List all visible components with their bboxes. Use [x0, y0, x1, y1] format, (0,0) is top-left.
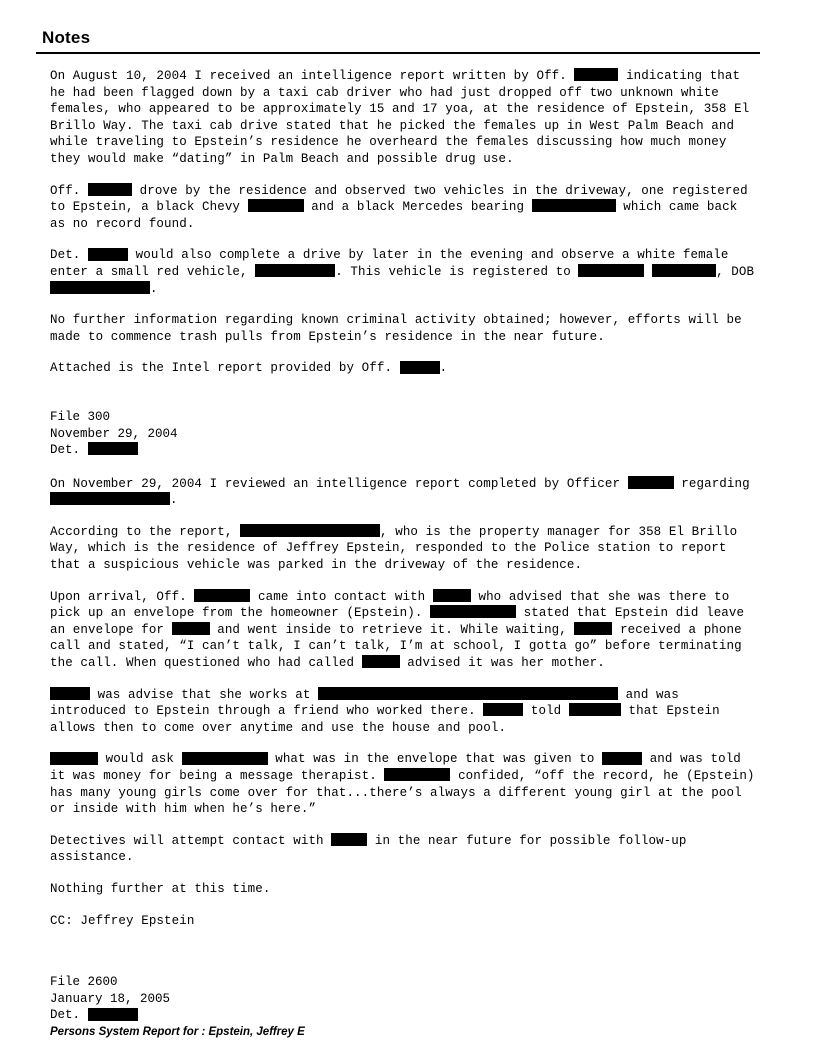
- redaction-block: [172, 622, 210, 635]
- redaction-block: [248, 199, 304, 212]
- redaction-block: [574, 68, 618, 81]
- redaction-block: [532, 199, 616, 212]
- title-divider: [36, 52, 760, 54]
- file-date-1: November 29, 2004: [50, 426, 178, 441]
- spacer: [50, 944, 756, 974]
- redaction-block: [483, 703, 523, 716]
- redaction-block: [628, 476, 674, 489]
- redaction-block: [318, 687, 618, 700]
- notes-paragraph: Det. would also complete a drive by later in the evening and observe a white female enter a small red vehicle, . This vehicle is registered to , DOB .: [50, 248, 755, 296]
- page-title: Notes: [42, 28, 91, 47]
- notes-paragraph: would ask what was in the envelope that was given to and was told it was money for being a message therapist. confided, “off the record, he (Epstein) has many young girls come over for that...there’s always a different young girl at the pool or inside with him when he’s here.”: [50, 752, 755, 817]
- notes-paragraph: Detectives will attempt contact with in the near future for possible follow-up assistance.: [50, 833, 687, 865]
- notes-paragraph: No further information regarding known criminal activity obtained; however, efforts will be made to commence trash pulls from Epstein’s residence in the near future.: [50, 313, 742, 344]
- notes-paragraph: Attached is the Intel report provided by Off. .: [50, 361, 448, 376]
- redaction-block: [88, 442, 138, 455]
- redaction-block: [331, 833, 367, 846]
- redaction-block: [88, 248, 128, 261]
- notes-paragraph: Off. drove by the residence and observed two vehicles in the driveway, one registered to Epstein, a black Chevy and a black Mercedes bearing which came back as no record found.: [50, 183, 748, 231]
- redaction-block: [574, 622, 612, 635]
- notes-paragraph-group-1: [50, 68, 756, 377]
- redaction-block: [652, 264, 716, 277]
- notes-paragraph: was advise that she works at and was introduced to Epstein through a friend who worked there. told that Epstein allows then to come over anytime and use the house and pool.: [50, 687, 720, 735]
- file-date-2: January 18, 2005: [50, 991, 171, 1006]
- notes-paragraph: Nothing further at this time.: [50, 881, 271, 896]
- file-header-2: [50, 974, 756, 1024]
- spacer: [50, 459, 756, 476]
- redaction-block: [578, 264, 644, 277]
- det-label: Det.: [50, 443, 88, 458]
- redaction-block: [50, 752, 98, 765]
- notes-body: [50, 68, 756, 1024]
- redaction-block: [400, 361, 440, 374]
- notes-paragraph: Upon arrival, Off. came into contact with who advised that she was there to pick up an envelope from the homeowner (Epstein). stated that Epstein did leave an envelope for and went inside to retrieve it. While waiting, received a phone call and stated, “I can’t talk, I can’t talk, I’m at school, I gotta go” before terminating the call. When questioned who had called advised it was her mother.: [50, 589, 745, 671]
- redaction-block: [240, 524, 380, 537]
- spacer: [50, 392, 756, 409]
- file-detective-1: [50, 442, 756, 459]
- file-number-1: File 300: [50, 409, 111, 424]
- det-label: Det.: [50, 1008, 88, 1023]
- redaction-block: [384, 768, 450, 781]
- redaction-block: [433, 589, 471, 602]
- notes-paragraph-group-2: [50, 476, 756, 929]
- redaction-block: [182, 752, 268, 765]
- redaction-block: [255, 264, 335, 277]
- redaction-block: [50, 687, 90, 700]
- redaction-block: [88, 183, 132, 196]
- file-number-2: File 2600: [50, 975, 118, 990]
- file-detective-2: [50, 1007, 756, 1024]
- notes-paragraph: CC: Jeffrey Epstein: [50, 913, 195, 928]
- file-header-1: [50, 409, 756, 459]
- redaction-block: [194, 589, 250, 602]
- notes-paragraph: On November 29, 2004 I reviewed an intelligence report completed by Officer regarding .: [50, 476, 750, 508]
- redaction-block: [50, 281, 150, 294]
- redaction-block: [362, 655, 400, 668]
- redaction-block: [88, 1008, 138, 1021]
- redaction-block: [50, 492, 170, 505]
- notes-paragraph: On August 10, 2004 I received an intelligence report written by Off. indicating that he had been flagged down by a taxi cab driver who had just dropped off two unknown white females, who appeared to be approximately 15 and 17 yoa, at the residence of Epstein, 358 El Brillo Way. The taxi cab drive stated that he picked the females up in West Palm Beach and while traveling to Epstein’s residence he overheard the females discussing how much money they would make “dating” in Palm Beach and possible drug use.: [50, 69, 750, 166]
- redaction-block: [602, 752, 642, 765]
- redaction-block: [430, 605, 516, 618]
- page-footer: Persons System Report for : Epstein, Jeffrey E: [50, 1026, 305, 1038]
- notes-paragraph: According to the report, , who is the property manager for 358 El Brillo Way, which is the residence of Jeffrey Epstein, responded to the Police station to report that a suspicious vehicle was parked in the driveway of the residence.: [50, 524, 738, 573]
- redaction-block: [569, 703, 621, 716]
